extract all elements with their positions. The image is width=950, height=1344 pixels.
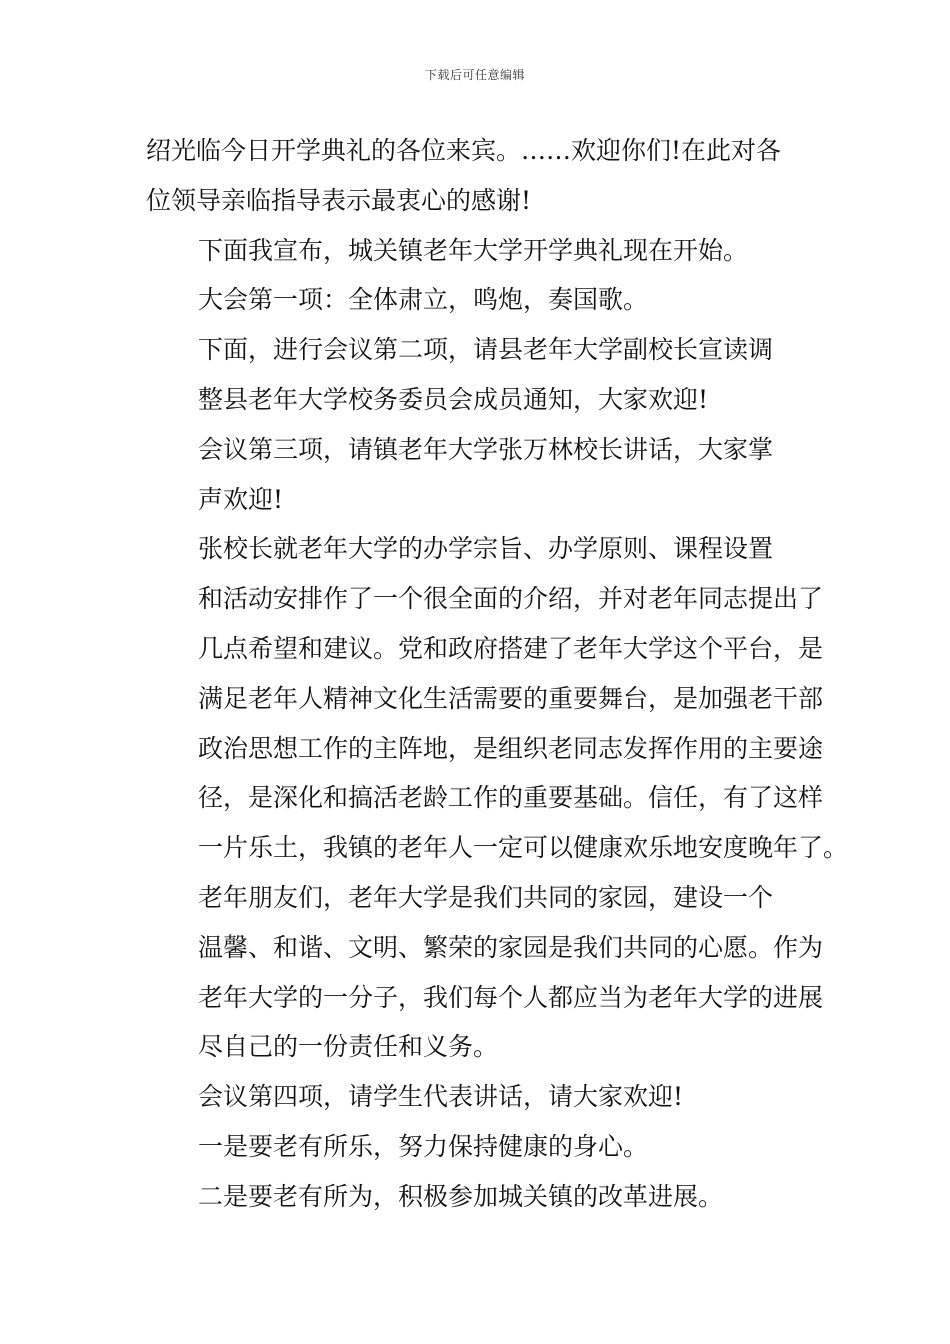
page-header-note: 下载后可任意编辑 — [424, 68, 525, 82]
text-line: 位领导亲临指导表示最衷心的感谢! — [146, 185, 532, 215]
text-line: 声欢迎! — [198, 484, 284, 514]
paragraph-point-one — [146, 1122, 811, 1172]
text-line: 下面我宣布，城关镇老年大学开学典礼现在开始。 — [198, 235, 749, 265]
text-line: 老年朋友们，老年大学是我们共同的家园，建设一个 — [198, 882, 774, 912]
text-line: 一是要老有所乐，努力保持健康的身心。 — [198, 1131, 649, 1161]
text-line: 整县老年大学校务委员会成员通知，大家欢迎! — [198, 384, 709, 414]
text-line: 绍光临今日开学典礼的各位来宾。……欢迎你们!在此对各 — [146, 136, 782, 165]
text-line: 政治思想工作的主阵地，是组织老同志发挥作用的主要途 — [198, 733, 824, 763]
text-line: 下面，进行会议第二项，请县老年大学副校长宣读调 — [198, 335, 774, 365]
paragraph-announce-start — [146, 226, 811, 276]
text-line: 满足老年人精神文化生活需要的重要舞台，是加强老干部 — [198, 683, 824, 713]
paragraph-item-three — [146, 425, 811, 525]
text-line: 一片乐土，我镇的老年人一定可以健康欢乐地安度晚年了。 — [198, 833, 849, 863]
paragraph-item-four — [146, 1072, 811, 1122]
paragraph-principal-speech — [146, 524, 849, 873]
paragraph-item-two — [146, 325, 811, 425]
paragraph-point-two — [146, 1172, 811, 1222]
text-line: 二是要老有所为，积极参加城关镇的改革进展。 — [198, 1181, 724, 1211]
text-line: 温馨、和谐、文明、繁荣的家园是我们共同的心愿。作为 — [198, 932, 824, 962]
text-line: 会议第三项，请镇老年大学张万林校长讲话，大家掌 — [198, 434, 774, 464]
text-line: 和活动安排作了一个很全面的介绍，并对老年同志提出了 — [198, 584, 824, 614]
text-line: 径，是深化和搞活老龄工作的重要基础。信任，有了这样 — [198, 783, 824, 813]
paragraph-common-home — [146, 873, 824, 1072]
text-line: 张校长就老年大学的办学宗旨、办学原则、课程设置 — [198, 534, 774, 564]
paragraph-item-one — [146, 275, 811, 325]
text-line: 会议第四项，请学生代表讲话，请大家欢迎! — [198, 1082, 684, 1112]
paragraph-welcome-guests — [146, 126, 811, 226]
document-body — [146, 126, 849, 1222]
text-line: 几点希望和建议。党和政府搭建了老年大学这个平台，是 — [198, 633, 824, 663]
text-line: 大会第一项：全体肃立，鸣炮，奏国歌。 — [198, 285, 649, 315]
text-line: 尽自己的一份责任和义务。 — [198, 1032, 499, 1062]
text-line: 老年大学的一分子，我们每个人都应当为老年大学的进展 — [198, 982, 824, 1012]
